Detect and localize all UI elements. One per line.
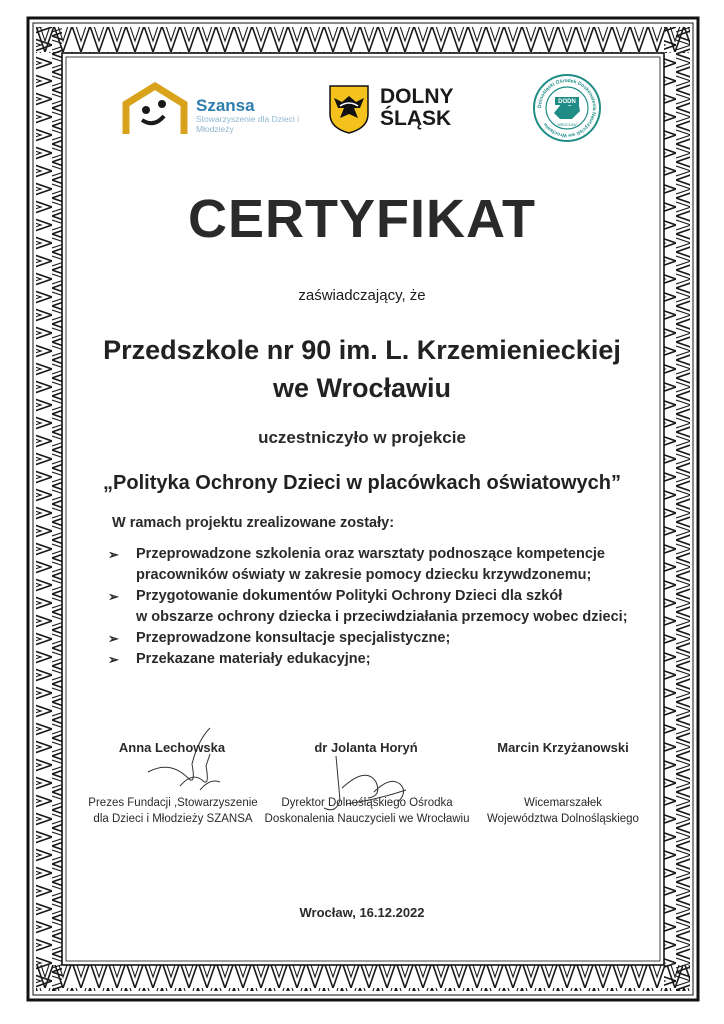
list-item xyxy=(108,586,668,628)
list-intro: W ramach projektu zrealizowane zostały: xyxy=(112,515,395,531)
dolny-slask-logo xyxy=(328,84,478,134)
signatory-name-2: dr Jolanta Horyń xyxy=(314,740,418,755)
list-item-line2: pracowników oświaty w zakresie pomocy dziecku krzywdzonemu; xyxy=(136,567,592,583)
list-item xyxy=(108,628,668,649)
dodn-seal xyxy=(532,73,602,143)
signatory-role-2 xyxy=(258,795,476,827)
recipient-name xyxy=(0,331,724,407)
arrow-bullet-icon: ➢ xyxy=(108,547,119,562)
participation-text: uczestniczyło w projekcie xyxy=(258,428,466,447)
list-item-line1: Przekazane materiały edukacyjne; xyxy=(136,651,371,667)
signatory-role-2-line1: Dyrektor Dolnośląskiego Ośrodka xyxy=(281,797,453,809)
dolny-slask-line1: DOLNY xyxy=(380,85,454,108)
certificate-subtitle: zaświadczający, że xyxy=(298,287,426,304)
dodn-small-text: WROCŁAW xyxy=(557,123,577,127)
list-item-line1: Przeprowadzone konsultacje specjalistyczne; xyxy=(136,630,451,646)
dodn-inner-text: DODN xyxy=(558,99,576,105)
szansa-logo xyxy=(120,82,310,138)
dodn-seal-icon xyxy=(532,73,602,143)
project-title: „Polityka Ochrony Dzieci w placówkach oświatowych” xyxy=(103,472,621,494)
dodn-ring-text: Dolnośląski Ośrodek Doskonalenia Nauczycieli we Wrocławiu xyxy=(536,77,598,139)
signatory-role-3-line1: Wicemarszałek xyxy=(524,797,602,809)
dolny-slask-line2: ŚLĄSK xyxy=(380,107,452,130)
szansa-house-icon xyxy=(120,82,190,138)
recipient-line2: we Wrocławiu xyxy=(272,373,452,403)
szansa-logo-subtitle: Stowarzyszenie dla Dzieci i Młodzieży xyxy=(196,114,299,134)
certificate-title: CERTYFIKAT xyxy=(188,189,536,249)
signatory-role-1 xyxy=(78,795,268,827)
list-item xyxy=(108,544,668,586)
arrow-bullet-icon: ➢ xyxy=(108,631,119,646)
signatory-role-1-line2: dla Dzieci i Młodzieży SZANSA xyxy=(93,813,253,825)
recipient-line1: Przedszkole nr 90 im. L. Krzemienieckiej xyxy=(103,335,621,365)
signature-1-scribble xyxy=(140,720,230,800)
list-item-line1: Przeprowadzone szkolenia oraz warsztaty podnoszące kompetencje xyxy=(136,546,605,562)
signatory-role-2-line2: Doskonalenia Nauczycieli we Wrocławiu xyxy=(264,813,470,825)
arrow-bullet-icon: ➢ xyxy=(108,652,119,667)
issue-date: Wrocław, 16.12.2022 xyxy=(299,905,425,920)
signatory-name-1: Anna Lechowska xyxy=(118,740,226,755)
eagle-shield-icon xyxy=(328,84,370,134)
signatory-name-3: Marcin Krzyżanowski xyxy=(497,740,629,755)
signatory-role-1-line1: Prezes Fundacji ,Stowarzyszenie xyxy=(88,797,258,809)
szansa-logo-name: Szansa xyxy=(196,96,255,115)
list-item xyxy=(108,649,668,670)
signatory-role-3 xyxy=(478,795,648,827)
achievements-list xyxy=(108,544,668,670)
dolny-slask-wordmark xyxy=(380,86,454,130)
signatory-role-3-line2: Województwa Dolnośląskiego xyxy=(487,813,639,825)
list-item-line2: w obszarze ochrony dziecka i przeciwdziałania przemocy wobec dzieci; xyxy=(136,609,628,625)
arrow-bullet-icon: ➢ xyxy=(108,589,119,604)
list-item-line1: Przygotowanie dokumentów Polityki Ochrony Dzieci dla szkół xyxy=(136,588,563,604)
